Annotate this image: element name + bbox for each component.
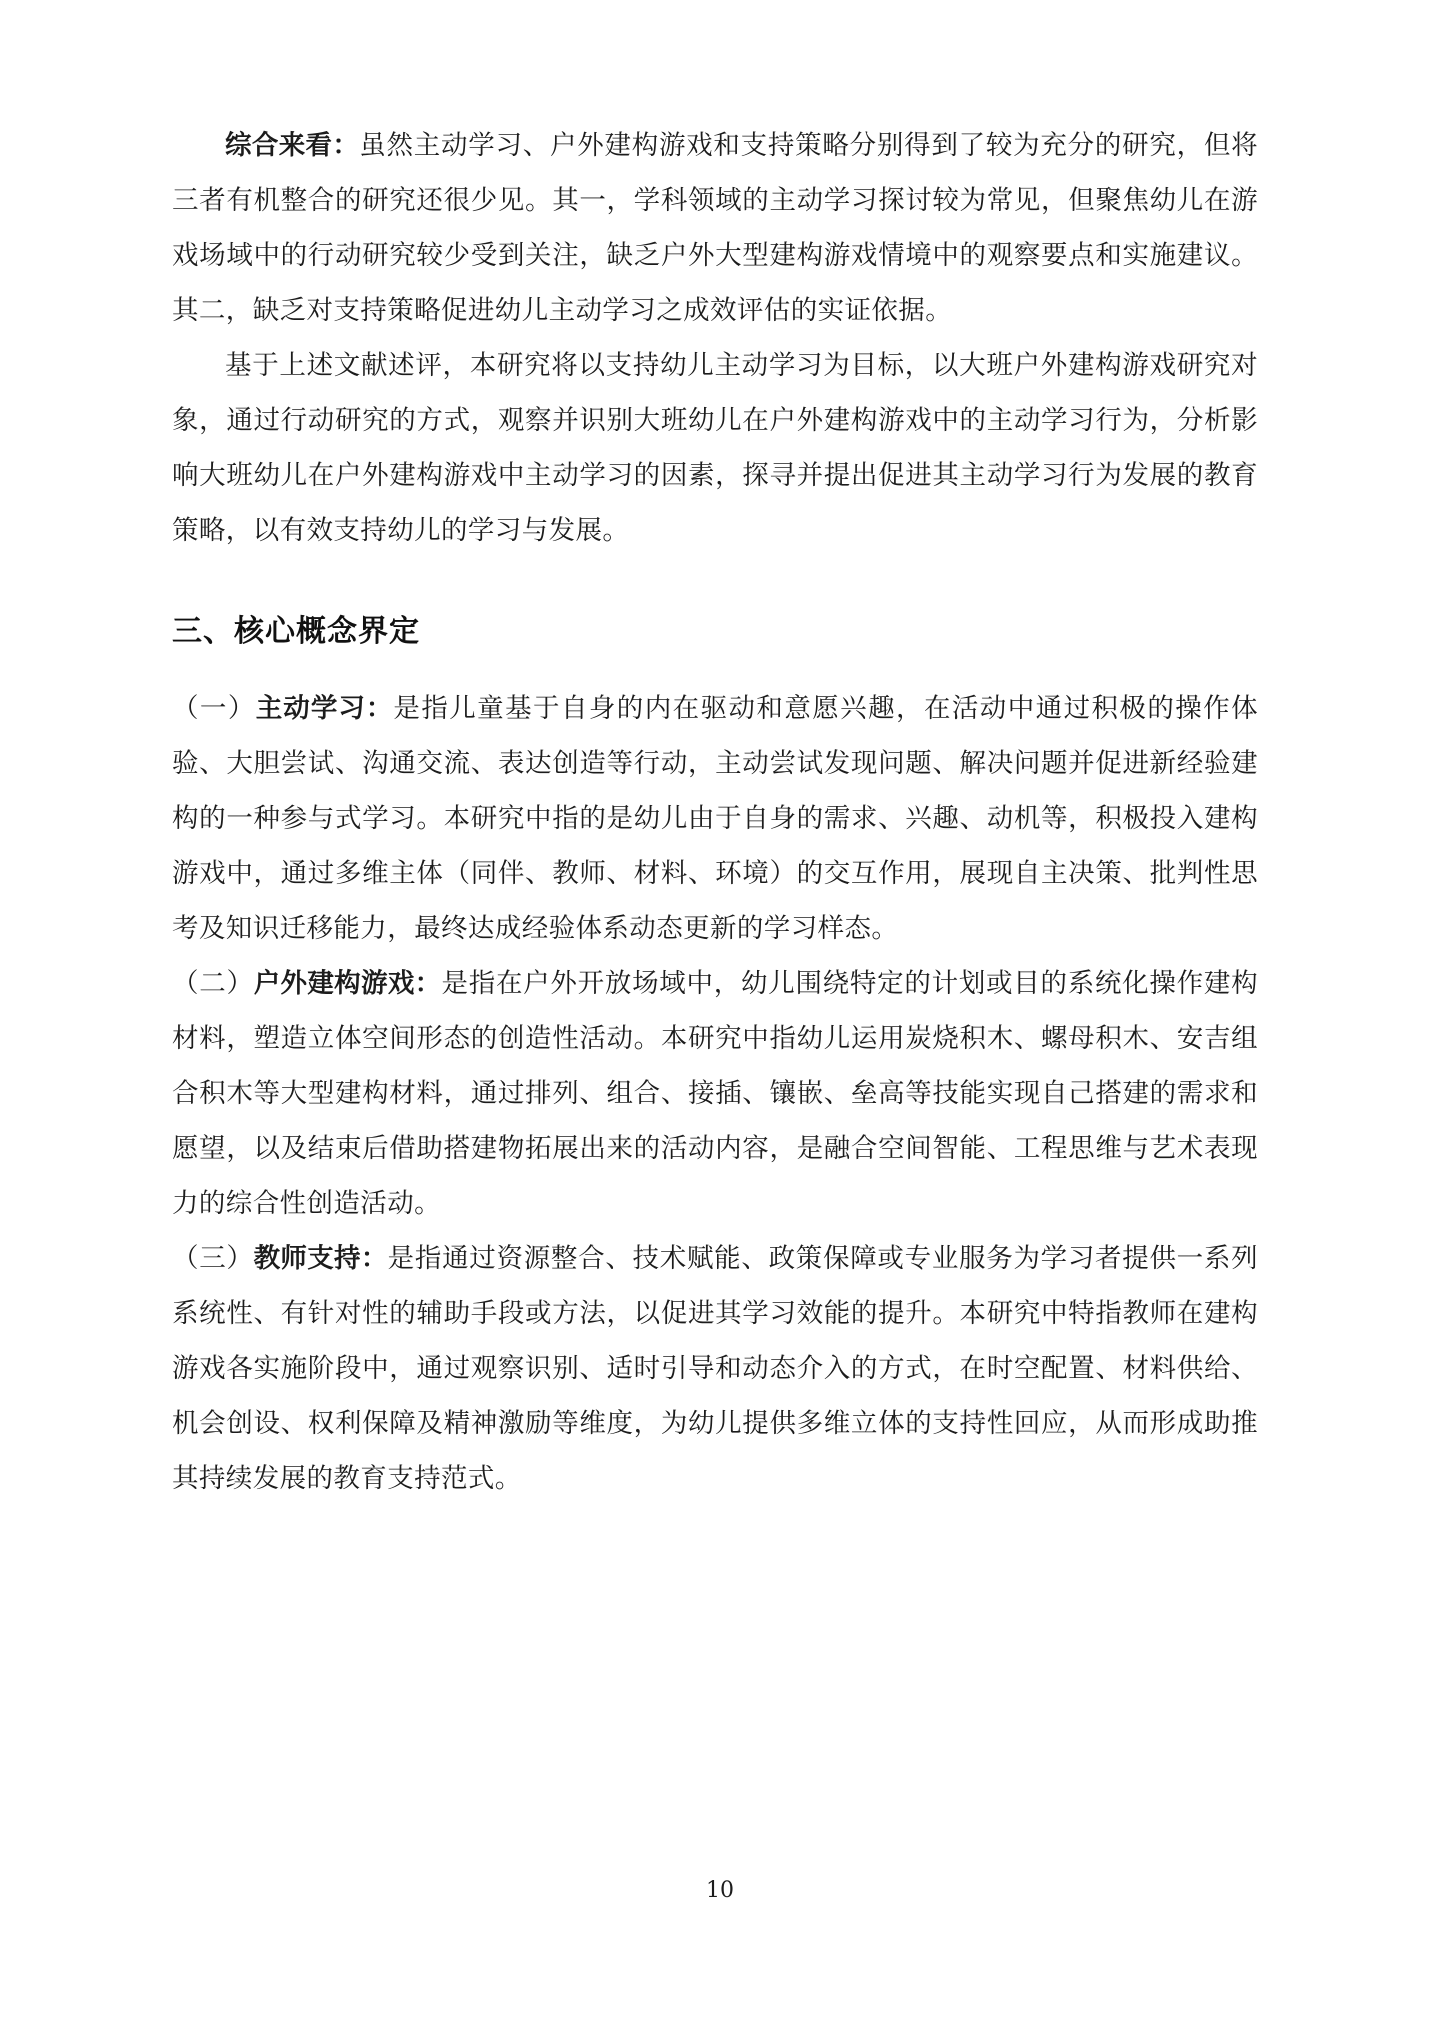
definition-term-1: 主动学习 [255, 693, 366, 724]
definition-text-1: 是指儿童基于自身的内在驱动和意愿兴趣，在活动中通过积极的操作体验、大胆尝试、沟通交流、表达创造等行动，主动尝试发现问题、解决问题并促进新经验建构的一种参与式学习。本研究中指的是幼儿由于自身的需求、兴趣、动机等，积极投入建构游戏中，通过多维主体（同伴、教师、材料、环境）的交互作用，展现自主决策、批判性思考及知识迁移能力，最终达成经验体系动态更新的学习样态。 [172, 693, 1259, 944]
page-number: 10 [706, 1878, 734, 1903]
definition-outdoor-construction-play [172, 956, 1258, 1231]
heading-bottom-spacer [172, 659, 1258, 681]
definition-number-3: （三） [172, 1243, 254, 1274]
definition-number-1: （一） [172, 693, 256, 724]
paragraph-research-aim-text: 基于上述文献述评，本研究将以支持幼儿主动学习为目标，以大班户外建构游戏研究对象，通过行动研究的方式，观察并识别大班幼儿在户外建构游戏中的主动学习行为，分析影响大班幼儿在户外建构游戏中主动学习的因素，探寻并提出促进其主动学习行为发展的教育策略，以有效支持幼儿的学习与发展。 [172, 350, 1258, 546]
definition-term-2: 户外建构游戏 [253, 968, 415, 999]
definition-teacher-support [172, 1231, 1258, 1506]
paragraph-research-aim [172, 338, 1258, 558]
definition-active-learning [172, 681, 1258, 956]
paragraph-summary [172, 118, 1258, 338]
definition-colon-3: ： [360, 1243, 388, 1274]
definition-text-2: 是指在户外开放场域中，幼儿围绕特定的计划或目的系统化操作建构材料，塑造立体空间形态的创造性活动。本研究中指幼儿运用炭烧积木、螺母积木、安吉组合积木等大型建构材料，通过排列、组合、接插、镶嵌、垒高等技能实现自己搭建的需求和愿望，以及结束后借助搭建物拓展出来的活动内容，是融合空间智能、工程思维与艺术表现力的综合性创造活动。 [172, 968, 1258, 1219]
heading-top-spacer [172, 558, 1258, 604]
section-heading-core-concepts: 三、核心概念界定 [172, 614, 420, 649]
paragraph-summary-text: 虽然主动学习、户外建构游戏和支持策略分别得到了较为充分的研究，但将三者有机整合的研究还很少见。其一，学科领域的主动学习探讨较为常见，但聚焦幼儿在游戏场域中的行动研究较少受到关注，缺乏户外大型建构游戏情境中的观察要点和实施建议。其二，缺乏对支持策略促进幼儿主动学习之成效评估的实证依据。 [172, 130, 1259, 326]
definition-number-2: （二） [172, 968, 254, 999]
definition-colon-2: ： [414, 968, 442, 999]
definition-colon-1: ： [365, 693, 394, 724]
page-content [172, 118, 1258, 1506]
runin-label-summary: 综合来看： [225, 130, 360, 161]
definition-term-3: 教师支持 [253, 1243, 361, 1274]
definition-text-3: 是指通过资源整合、技术赋能、政策保障或专业服务为学习者提供一系列系统性、有针对性的辅助手段或方法，以促进其学习效能的提升。本研究中特指教师在建构游戏各实施阶段中，通过观察识别、适时引导和动态介入的方式，在时空配置、材料供给、机会创设、权利保障及精神激励等维度，为幼儿提供多维立体的支持性回应，从而形成助推其持续发展的教育支持范式。 [172, 1243, 1258, 1494]
